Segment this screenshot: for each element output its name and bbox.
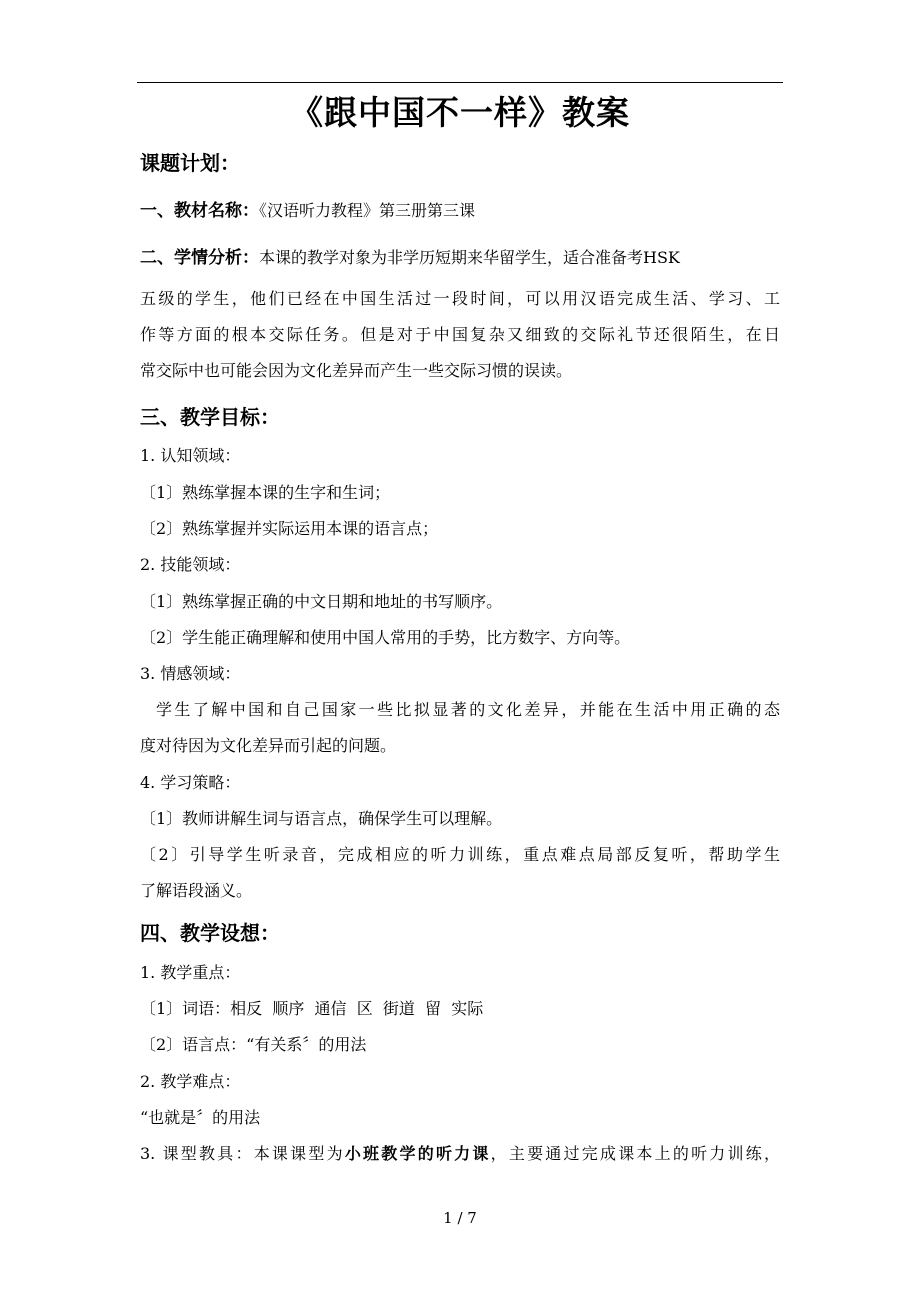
course-type-prefix: 3. 课型教具：本课课型为: [140, 1144, 345, 1163]
course-type-suffix: ，主要通过完成课本上的听力训练，: [490, 1144, 780, 1163]
page-number: 1 / 7: [443, 1209, 477, 1227]
affective-heading: 3. 情感领域：: [140, 664, 241, 683]
item-textbook-text: 《汉语听力教程》第三册第三课: [259, 201, 476, 220]
affective-text-1: 学生了解中国和自己国家一些比拟显著的文化差异，并能在生活中用正确的态: [156, 700, 780, 719]
item-textbook-label: 一、教材名称：: [140, 201, 259, 221]
difficulty-heading: 2. 教学难点：: [140, 1072, 241, 1091]
course-type-line: [140, 1143, 780, 1165]
item-learner-analysis-label: 二、学情分析：: [140, 248, 259, 268]
header-rule: [137, 82, 783, 83]
key-points-vocabulary: 〔1〕词语：相反 顺序 通信 区 街道 留 实际: [140, 999, 484, 1018]
strategy-heading: 4. 学习策略：: [140, 773, 241, 792]
key-points-grammar: 〔2〕语言点：“有关系〞的用法: [140, 1035, 367, 1054]
learner-analysis-text-2: 五级的学生，他们已经在中国生活过一段时间，可以用汉语完成生活、学习、工: [140, 289, 780, 308]
item-learner-analysis-line-1: [140, 247, 680, 269]
course-type-emphasis: 小班教学的听力课: [344, 1144, 491, 1163]
skills-point-1: 〔1〕熟练掌握正确的中文日期和地址的书写顺序。: [140, 592, 503, 611]
cognitive-heading: 1. 认知领域：: [140, 446, 241, 465]
learner-analysis-text-1: 本课的教学对象为非学历短期来华留学生，适合准备考HSK: [259, 248, 680, 267]
item-design-heading: 四、教学设想：: [140, 921, 280, 945]
skills-point-2: 〔2〕学生能正确理解和使用中国人常用的手势，比方数字、方向等。: [140, 628, 631, 647]
cognitive-point-2: 〔2〕熟练掌握并实际运用本课的语言点；: [140, 519, 439, 538]
difficulty-text: “也就是〞的用法: [140, 1108, 261, 1127]
key-points-heading: 1. 教学重点：: [140, 963, 241, 982]
strategy-point-1: 〔1〕教师讲解生词与语言点，确保学生可以理解。: [140, 809, 503, 828]
skills-heading: 2. 技能领域：: [140, 555, 241, 574]
learner-analysis-text-4: 常交际中也可能会因为文化差异而产生一些交际习惯的误读。: [140, 361, 573, 380]
cognitive-point-1: 〔1〕熟练掌握本课的生字和生词；: [140, 483, 391, 502]
learner-analysis-text-3: 作等方面的根本交际任务。但是对于中国复杂又细致的交际礼节还很陌生，在日: [140, 325, 780, 344]
strategy-point-2-line-2: 了解语段涵义。: [140, 881, 253, 900]
section-plan-heading: 课题计划：: [140, 151, 240, 175]
item-textbook: [140, 200, 475, 222]
page-title: 《跟中国不一样》教案: [290, 93, 630, 132]
strategy-point-2-line-1: 〔2〕引导学生听录音，完成相应的听力训练，重点难点局部反复听，帮助学生: [140, 845, 780, 864]
affective-text-2: 度对待因为文化差异而引起的问题。: [140, 736, 397, 755]
item-objectives-heading: 三、教学目标：: [140, 405, 280, 429]
